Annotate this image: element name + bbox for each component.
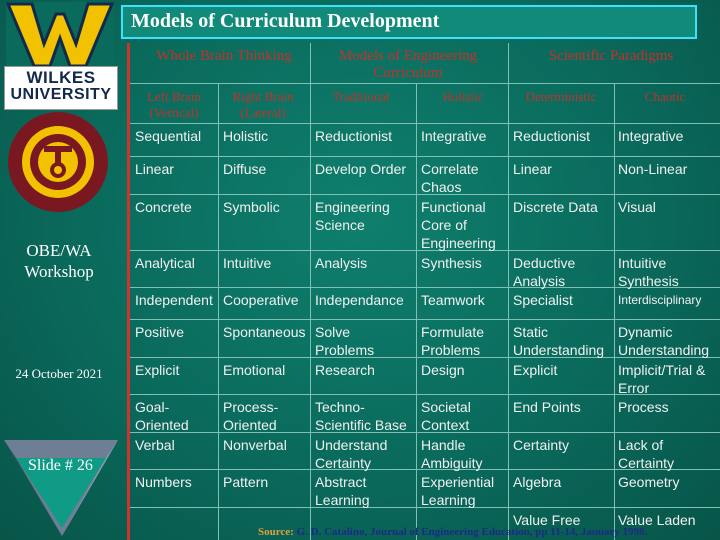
page-title: Models of Curriculum Development <box>131 10 440 32</box>
grid-line <box>130 319 720 320</box>
table-cell: Reductionist <box>315 128 393 144</box>
grid-line <box>130 123 720 124</box>
table-cell: Intuitive Synthesis <box>618 255 679 289</box>
table-cell: Teamwork <box>421 292 485 308</box>
table-cell: Linear <box>135 161 174 177</box>
triangle-decoration-icon <box>2 438 120 538</box>
subheader-left-brain: Left Brain (Vertical) <box>147 89 201 120</box>
table-cell: Explicit <box>513 362 558 378</box>
table-cell: Reductionist <box>513 128 591 144</box>
grid-line <box>614 83 615 540</box>
table-cell: Correlate Chaos <box>421 161 479 195</box>
table-cell: Implicit/Trial & Error <box>618 362 706 396</box>
table-cell: Develop Order <box>315 161 407 177</box>
source-label: Source: <box>258 526 294 538</box>
table-cell: Static Understanding <box>513 324 605 358</box>
table-cell: Understand Certainty <box>315 437 388 471</box>
table-cell: Design <box>421 362 465 378</box>
table-cell: Value Laden <box>618 512 696 528</box>
logo-top-text: WILKES <box>26 68 96 87</box>
table-cell: Nonverbal <box>223 437 287 453</box>
table-cell: Formulate Problems <box>421 324 485 358</box>
table-cell: Handle Ambiguity <box>421 437 483 471</box>
table-cell: Positive <box>135 324 185 340</box>
grid-line <box>130 156 720 157</box>
table-cell: Concrete <box>135 199 192 215</box>
table-cell: Analytical <box>135 255 195 271</box>
table-cell: Certainty <box>513 437 570 453</box>
subheader-deterministic: Deterministic <box>525 89 597 104</box>
table-cell: Lack of Certainty <box>618 437 675 471</box>
table-cell: Engineering Science <box>315 199 390 233</box>
title-bar <box>121 5 697 39</box>
subheader-right-brain: Right Brain (Lateral) <box>232 89 294 120</box>
group-header-scientific: Scientific Paradigms <box>548 48 674 64</box>
source-citation <box>258 526 647 538</box>
table-cell: Experiential Learning <box>421 474 495 508</box>
table-cell: Explicit <box>135 362 180 378</box>
wilkes-wordmark <box>4 66 118 110</box>
date-label: 24 October 2021 <box>15 366 103 381</box>
grid-line <box>508 43 509 540</box>
table-cell: Value Free <box>513 512 581 528</box>
table-cell: Independance <box>315 292 404 308</box>
table-cell: Diffuse <box>223 161 267 177</box>
table-cell: Cooperative <box>223 292 299 308</box>
table-cell: Integrative <box>421 128 487 144</box>
grid-line <box>130 83 720 84</box>
group-header-engineering: Models of Engineering Curriculum <box>338 48 478 81</box>
slide-number: Slide # 26 <box>28 457 93 474</box>
table-cell: Holistic <box>223 128 269 144</box>
curriculum-table <box>127 43 720 540</box>
grid-line <box>416 83 417 540</box>
table-cell: Emotional <box>223 362 286 378</box>
table-cell: Interdisciplinary <box>618 293 702 307</box>
table-cell: Deductive Analysis <box>513 255 576 289</box>
utm-seal-icon <box>0 108 116 216</box>
table-cell: Techno-Scientific Base <box>315 399 407 433</box>
table-cell: Research <box>315 362 375 378</box>
table-cell: Symbolic <box>223 199 280 215</box>
table-cell: Integrative <box>618 128 684 144</box>
subheader-chaotic: Chaotic <box>644 89 686 104</box>
table-cell: Process <box>618 399 669 415</box>
table-cell: Discrete Data <box>513 199 598 215</box>
wilkes-w-logo <box>6 2 114 68</box>
table-cell: Visual <box>618 199 656 215</box>
table-cell: Numbers <box>135 474 192 490</box>
table-cell: Societal Context <box>421 399 471 433</box>
table-cell: Linear <box>513 161 552 177</box>
table-cell: Algebra <box>513 474 562 490</box>
source-text: G. D. Catalino, Journal of Engineering Education, pp 11-14, January 1996. <box>296 526 648 538</box>
table-cell: Non-Linear <box>618 161 688 177</box>
sidebar <box>0 0 118 540</box>
table-cell: Pattern <box>223 474 269 490</box>
table-cell: Solve Problems <box>315 324 375 358</box>
table-cell: End Points <box>513 399 581 415</box>
table-cell: Synthesis <box>421 255 482 271</box>
table-cell: Specialist <box>513 292 573 308</box>
table-cell: Geometry <box>618 474 680 490</box>
table-cell: Verbal <box>135 437 175 453</box>
table-cell: Goal-Oriented <box>135 399 189 433</box>
workshop-label: OBE/WA Workshop <box>24 241 94 281</box>
table-cell: Process-Oriented <box>223 399 279 433</box>
subheader-holistic: Holistic <box>442 89 484 104</box>
grid-line <box>218 83 219 540</box>
table-cell: Abstract Learning <box>315 474 370 508</box>
table-cell: Analysis <box>315 255 368 271</box>
subheader-traditional: Traditional <box>332 89 390 104</box>
group-header-whole-brain: Whole Brain Thinking <box>156 48 292 64</box>
table-cell: Intuitive <box>223 255 272 271</box>
table-cell: Spontaneous <box>223 324 306 340</box>
table-cell: Dynamic Understanding <box>618 324 710 358</box>
logo-bottom-text: UNIVERSITY <box>10 86 112 103</box>
grid-line <box>310 43 311 540</box>
table-cell: Functional Core of Engineering <box>421 199 496 251</box>
table-cell: Sequential <box>135 128 202 144</box>
table-cell: Independent <box>135 292 213 308</box>
